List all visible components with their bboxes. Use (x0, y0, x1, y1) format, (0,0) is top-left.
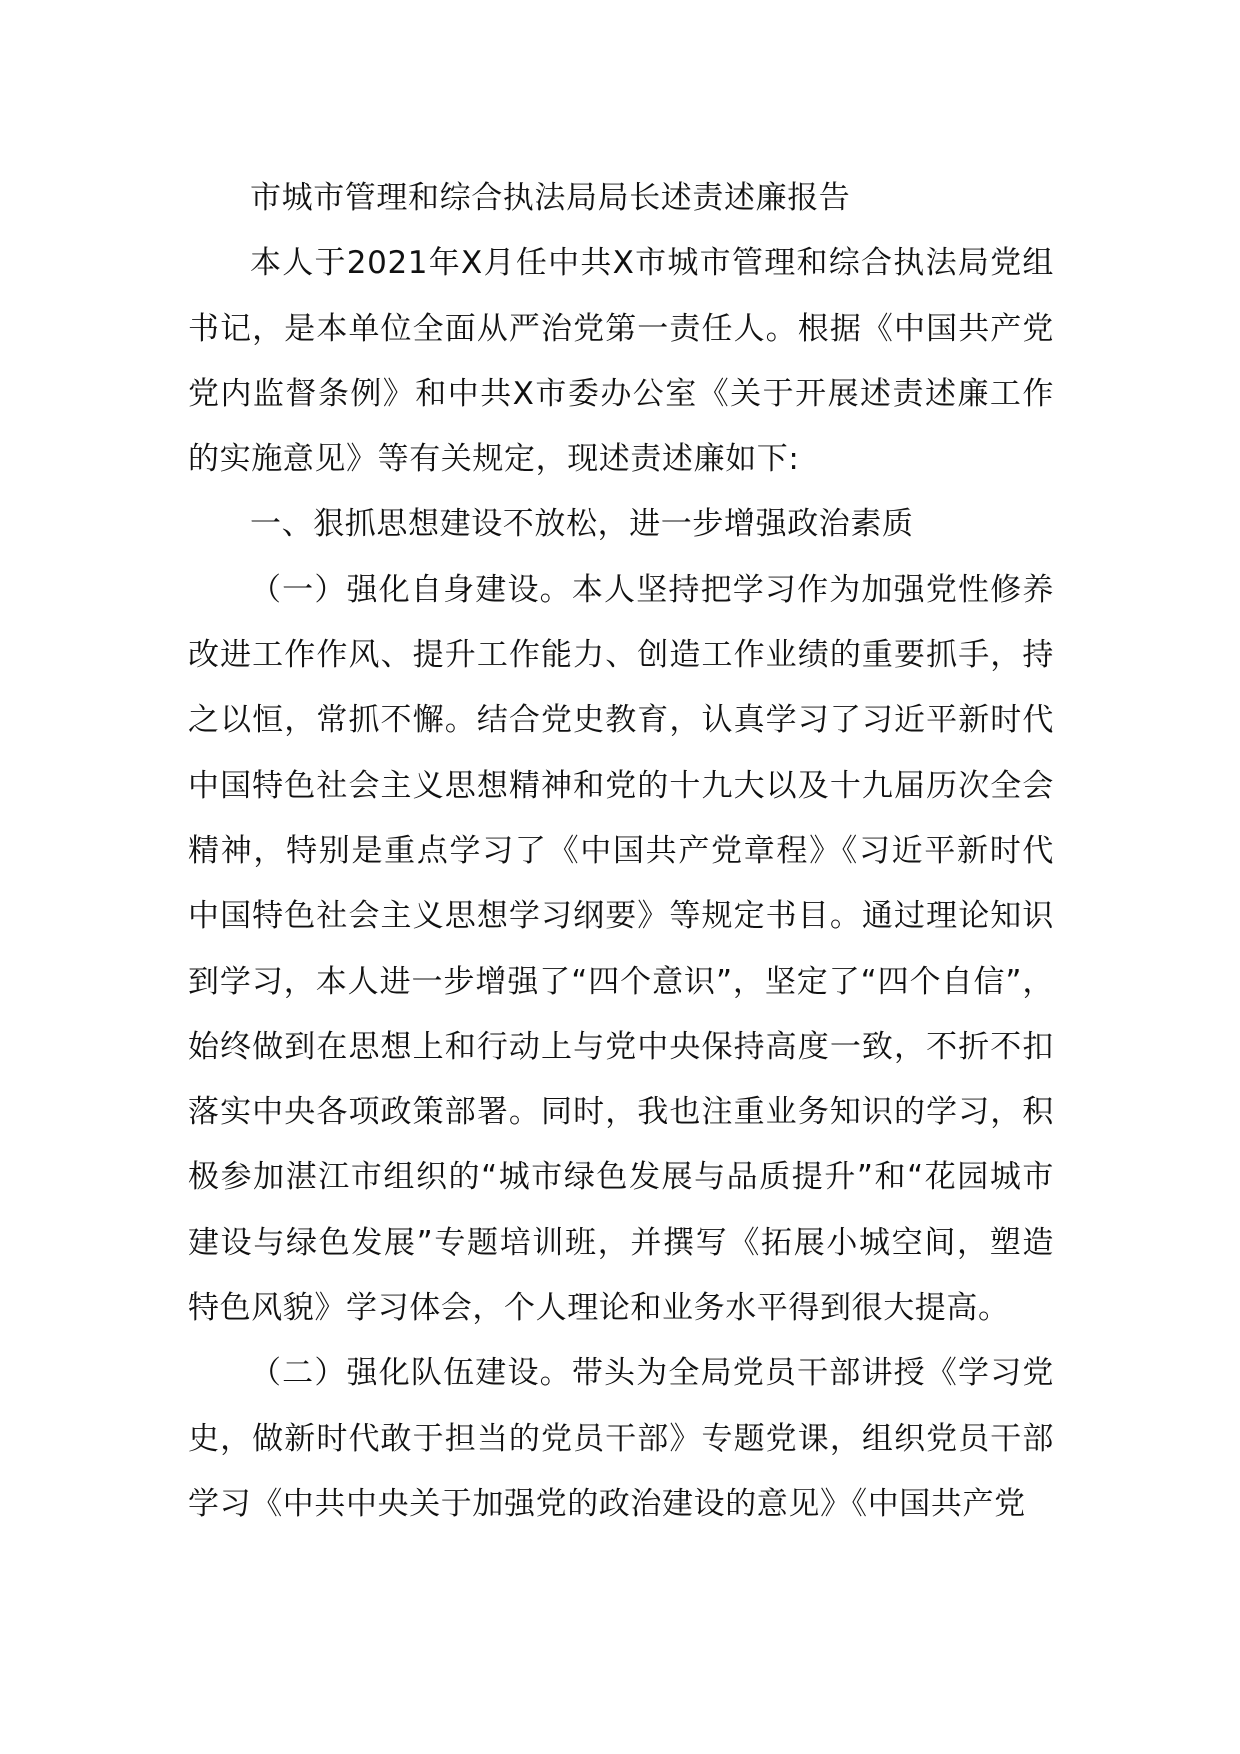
section-heading-1: 一、狠抓思想建设不放松，进一步增强政治素质 (250, 506, 914, 543)
paragraph-self-building: （一）强化自身建设。本人坚持把学习作为加强党性修养改进工作作风、提升工作能力、创造工作业绩的重要抓手，持之以恒，常抓不懈。结合党史教育，认真学习了习近平新时代中国特色社会主义思想精神和党的十九大以及十九届历次全会精神，特别是重点学习了《中国共产党章程》《习近平新时代中国特色社会主义思想学习纲要》等规定书目。通过理论知识到学习，本人进一步增强了“四个意识”，坚定了“四个自信”，始终做到在思想上和行动上与党中央保持高度一致，不折不扣落实中央各项政策部署。同时，我也注重业务知识的学习，积极参加湛江市组织的“城市绿色发展与品质提升”和“花园城市建设与绿色发展”专题培训班，并撰写《拓展小城空间，塑造特色风貌》学习体会，个人理论和业务水平得到很大提高。 (188, 571, 1054, 1327)
document-title: 市城市管理和综合执法局局长述责述廉报告 (250, 180, 851, 216)
document-body (188, 166, 1054, 1537)
paragraph-team-building: （二）强化队伍建设。带头为全局党员干部讲授《学习党史，做新时代敢于担当的党员干部》专题党课，组织党员干部学习《中共中央关于加强党的政治建设的意见》《中国共产党 (188, 1355, 1054, 1522)
paragraph-intro: 本人于2021年X月任中共X市城市管理和综合执法局党组书记，是本单位全面从严治党第一责任人。根据《中国共产党党内监督条例》和中共X市委办公室《关于开展述责述廉工作的实施意见》等有关规定，现述责述廉如下: (188, 245, 1054, 478)
